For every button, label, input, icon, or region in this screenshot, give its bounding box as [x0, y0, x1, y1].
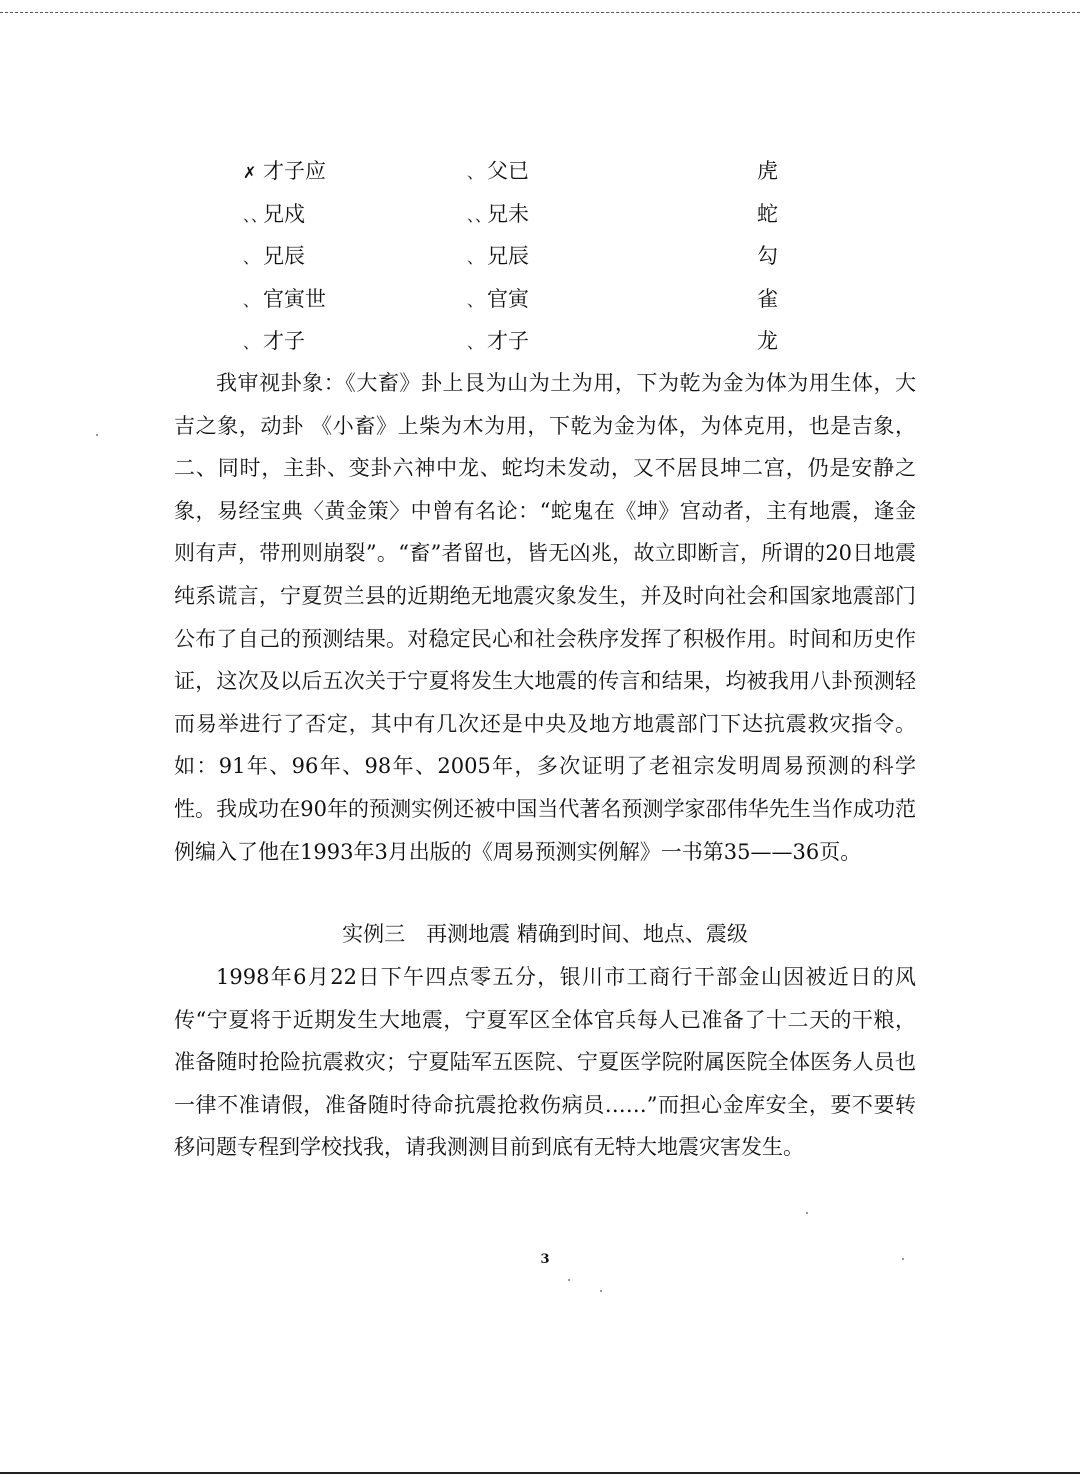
main-line — [243, 320, 305, 365]
line-mark: 、 — [243, 290, 260, 310]
section-heading: 实例三 再测地震 精确到时间、地点、震级 — [342, 922, 748, 946]
scan-speck — [902, 1258, 904, 1260]
line-text: 才子 — [263, 329, 305, 353]
scan-speck — [568, 1279, 570, 1281]
changed-line — [467, 320, 529, 365]
six-spirit: 虎 — [757, 159, 778, 183]
top-scan-edge — [0, 12, 1080, 13]
six-spirit: 雀 — [757, 286, 778, 311]
interpretation-paragraph: 我审视卦象：《大畜》卦上艮为山为土为用，下为乾为金为体为用生体，大吉之象，动卦 《小畜》上柴为木为用，下乾为金为体，为体克用，也是吉象，二、同时，主卦、变卦六神中龙、蛇均未发动，又不居艮坤二宫，仍是安静之象，易经宝典〈黄金策〉中曾有名论：“蛇鬼在《坤》宫动者，主有地震，逢金则有声，带刑则崩裂”。“畜”者留也，皆无凶兆，故立即断言，所谓的20日地震纯系谎言，宁夏贺兰县的近期绝无地震灾象发生，并及时向社会和国家地震部门公布了自己的预测结果。对稳定民心和社会秩序发挥了积极作用。时间和历史作证，这次及以后五次关于宁夏将发生大地震的传言和结果，均被我用八卦预测轻而易举进行了否定，其中有几次还是中央及地方地震部门下达抗震救灾指令。如：91年、96年、98年、2005年，多次证明了老祖宗发明周易预测的科学性。我成功在90年的预测实例还被中国当代著名预测学家邵伟华先生当作成功范例编入了他在1993年3月出版的《周易预测实例解》一书第35——36页。 — [174, 371, 916, 864]
page-number: 3 — [540, 1252, 550, 1267]
bottom-scan-edge — [0, 1472, 1080, 1474]
changed-line — [467, 150, 529, 195]
changed-line — [467, 278, 529, 323]
six-spirit: 龙 — [757, 329, 778, 353]
line-text: 官寅 — [487, 286, 529, 311]
line-mark: 、 — [467, 333, 484, 352]
changed-line — [467, 235, 529, 280]
hexagram-row — [243, 320, 803, 363]
hexagram-row — [243, 278, 803, 321]
line-mark: 、 — [467, 163, 484, 182]
six-spirit: 蛇 — [757, 201, 778, 226]
hexagram-table — [243, 150, 803, 363]
line-text: 兄辰 — [487, 244, 529, 268]
line-text: 兄未 — [487, 201, 529, 226]
main-line — [243, 193, 305, 238]
six-spirit: 勾 — [757, 244, 778, 268]
case-paragraph: 1998年6月22日下午四点零五分，银川市工商行干部金山因被近日的风传“宁夏将于近期发生大地震，宁夏军区全体官兵每人已准备了十二天的干粮，准备随时抢险抗震救灾；宁夏陆军五医院、宁夏医学院附属医院全体医务人员也一律不准请假，准备随时待命抗震抢救伤病员……”而担心金库安全，要不要转移问题专程到学校找我，请我测测目前到底有无特大地震灾害发生。 — [174, 965, 916, 1160]
line-mark: 、 — [243, 248, 260, 267]
line-mark: 、、 — [467, 205, 492, 225]
line-text: 兄戍 — [263, 201, 305, 226]
scan-speck — [806, 1212, 808, 1214]
line-mark: 、 — [467, 290, 484, 310]
line-mark: 、 — [243, 333, 260, 352]
line-text: 官寅世 — [263, 286, 326, 311]
scan-speck — [96, 434, 98, 436]
hexagram-row — [243, 235, 803, 278]
line-text: 父已 — [487, 159, 529, 183]
line-mark: 、 — [467, 248, 484, 267]
scan-speck — [600, 1290, 602, 1292]
changed-line — [467, 193, 529, 238]
main-line — [243, 150, 326, 195]
main-line — [243, 235, 305, 280]
line-text: 兄辰 — [263, 244, 305, 268]
main-line — [243, 278, 326, 323]
line-text: 才子应 — [263, 159, 326, 183]
hexagram-row — [243, 193, 803, 236]
line-text: 才子 — [487, 329, 529, 353]
line-mark: ✗ — [243, 163, 257, 182]
line-mark: 、、 — [243, 205, 268, 225]
hexagram-row — [243, 150, 803, 193]
